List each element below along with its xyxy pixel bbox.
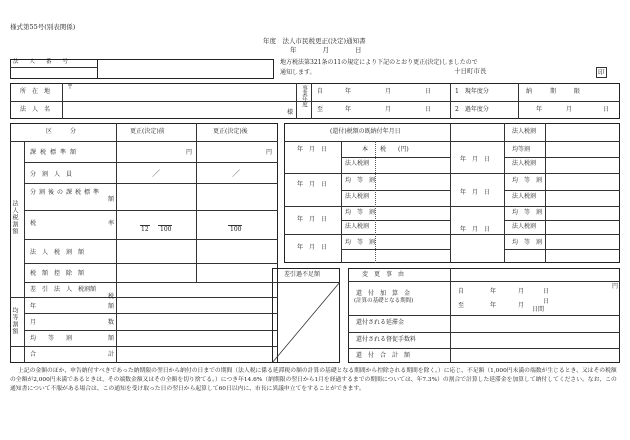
document-title: 年度 法人市民税更正(決定)通知書 bbox=[263, 37, 366, 45]
row-net-corp-tax-suffix: 税 bbox=[108, 293, 115, 300]
corp-name-label: 法 人 名 bbox=[20, 106, 51, 113]
row-annual-suffix: 額 bbox=[108, 303, 115, 310]
refund-to-d: 日 bbox=[543, 298, 550, 305]
refund-corp-2: 法人税割 bbox=[345, 193, 370, 200]
postal-mark: 〒 bbox=[67, 84, 74, 91]
form-number: 様式第55号(別表関係) bbox=[10, 23, 76, 31]
refund-to: 至 bbox=[458, 302, 465, 309]
refund-header-corp: 法人税割 bbox=[512, 128, 537, 135]
yen-after: 円 bbox=[266, 149, 273, 156]
row-total: 合 bbox=[30, 351, 37, 358]
deadline-year: 年 bbox=[536, 106, 543, 113]
row-corp-tax: 法 人 税 割 額 bbox=[30, 249, 85, 256]
refund-from-y: 年 bbox=[490, 288, 497, 295]
mayor-name: 十日町市長 bbox=[454, 67, 487, 75]
slash-before: ／ bbox=[152, 169, 160, 178]
fy-to-month: 月 bbox=[385, 106, 392, 113]
refund-from-m: 月 bbox=[518, 288, 525, 295]
col-before: 更正(決定)前 bbox=[130, 128, 165, 135]
refund-date-2: 年 月 日 bbox=[297, 181, 328, 188]
notice-text-1: 地方税法第321条の11の規定により下記のとおり更正(決定)しましたので bbox=[280, 59, 478, 66]
row-tax-credit: 税 額 控 除 額 bbox=[30, 270, 85, 277]
col-kubun: 区 分 bbox=[46, 128, 77, 135]
rate-after-den: 100 bbox=[230, 226, 242, 233]
row-tax-rate: 税 bbox=[30, 220, 37, 227]
assessment-table bbox=[10, 123, 278, 363]
row-equal-tax-suffix: 額 bbox=[108, 335, 115, 342]
corp-number-label: 法 人 番 号 bbox=[13, 59, 69, 65]
row-total-suffix: 計 bbox=[108, 351, 115, 358]
row-split-base: 分割後の課税標準 bbox=[30, 189, 103, 196]
refund-date-7: 年 月 日 bbox=[460, 226, 491, 233]
group-corp-tax: 法人税割額 bbox=[11, 200, 18, 235]
reminder-fee-label: 還付される督促手数料 bbox=[356, 336, 417, 343]
fy-from-year: 年 bbox=[345, 88, 352, 95]
yen-before: 円 bbox=[186, 149, 193, 156]
refund-from: 自 bbox=[458, 288, 465, 295]
refund-add-label: 還 付 加 算 金 bbox=[356, 290, 411, 297]
refund-equal-6: 均 等 割 bbox=[512, 239, 543, 246]
fy-to: 至 bbox=[317, 106, 324, 113]
sama-label: 様 bbox=[287, 109, 294, 116]
refund-equal-5: 均 等 割 bbox=[512, 209, 543, 216]
fiscal-year-label: 事業年度 bbox=[301, 85, 308, 107]
late-fee-label: 還付される延滞金 bbox=[356, 319, 405, 326]
refund-corp-6: 法人税割 bbox=[512, 223, 537, 230]
refund-date-1: 年 月 日 bbox=[297, 146, 328, 153]
fy-from-day: 日 bbox=[425, 88, 432, 95]
row-equal-tax: 均 等 割 bbox=[30, 335, 73, 342]
row-net-corp-tax: 差 引 法 人 税割額 bbox=[30, 286, 97, 293]
refund-table bbox=[284, 123, 620, 263]
refund-date-6: 年 月 日 bbox=[460, 189, 491, 196]
deduct-slash bbox=[272, 282, 340, 363]
slash-after: ／ bbox=[232, 169, 240, 178]
row-tax-base: 課税標準額 bbox=[30, 149, 81, 156]
rate-before-num: 12 bbox=[141, 226, 149, 233]
refund-equal-2: 均 等 割 bbox=[345, 209, 376, 216]
corp-number-field[interactable] bbox=[98, 59, 274, 79]
fy-to-year: 年 bbox=[345, 106, 352, 113]
seal-mark: 印 bbox=[598, 68, 605, 76]
notice-text-2: 通知します。 bbox=[280, 69, 316, 76]
row-months-suffix: 数 bbox=[108, 319, 115, 326]
row-split-base-suffix: 額 bbox=[108, 196, 115, 203]
refund-add-yen: 円 bbox=[612, 283, 619, 290]
fy-from-month: 月 bbox=[385, 88, 392, 95]
row-tax-rate-suffix: 率 bbox=[108, 220, 115, 227]
refund-corp-3: 法人税割 bbox=[345, 223, 370, 230]
refund-date-5: 年 月 日 bbox=[460, 156, 491, 163]
current-year-option: 1 現年度分 bbox=[455, 88, 489, 95]
group-equal-tax: 均等割額 bbox=[11, 307, 18, 335]
title-date: 年 月 日 bbox=[290, 46, 362, 54]
deadline-day: 日 bbox=[603, 106, 610, 113]
deadline-month: 月 bbox=[566, 106, 573, 113]
fy-to-day: 日 bbox=[425, 106, 432, 113]
refund-header-equal: 均等割 bbox=[512, 146, 531, 153]
deduct-label: 差引過不足額 bbox=[284, 271, 321, 278]
refund-corp-5: 法人税割 bbox=[512, 193, 537, 200]
footer-note: 上記の金額のほか、申告納付すべきであった納期限の翌日から納付の日までの期間（法人税に係る延滞税の額の計算の基礎となる期間から控除される期間を除く。）に応じ、不足額（1,000円未満の端数が生じるとき、又はその税額の全額が2,000円未満であるときは、その端数金額又はその全額を切り捨てる。）につき年14.6%（納期限の翌日から1月を経過するまでの期間については、年7.3%）の割合で計算した延滞金を加算して納付してください。なお、この通知書について不服がある場合は、この通知を受け取った日の翌日から起算して60日以内に、市長に異議申立てをすることができます。 bbox=[10, 368, 617, 392]
refund-to-y: 年 bbox=[490, 302, 497, 309]
refund-equal-3: 均 等 割 bbox=[345, 239, 376, 246]
refund-add-sub: (計算の基礎となる期間) bbox=[354, 298, 414, 304]
fy-from: 自 bbox=[317, 88, 324, 95]
refund-corp-1: 法人税割 bbox=[345, 160, 370, 167]
refund-to-m: 月 bbox=[518, 302, 525, 309]
refund-total-label: 還 付 合 計 額 bbox=[356, 352, 411, 359]
col-after: 更正(決定)後 bbox=[213, 128, 248, 135]
row-annual: 年 bbox=[30, 303, 37, 310]
address-label: 所 在 地 bbox=[20, 88, 51, 95]
change-reason-label: 変 更 事 由 bbox=[362, 271, 405, 278]
refund-equal-4: 均 等 割 bbox=[512, 177, 543, 184]
refund-header: (還付)税額の既納付年月日 bbox=[330, 128, 401, 135]
row-months: 月 bbox=[30, 319, 37, 326]
refund-date-3: 年 月 日 bbox=[297, 216, 328, 223]
refund-days: 日間 bbox=[532, 306, 545, 313]
refund-date-4: 年 月 日 bbox=[297, 244, 328, 251]
refund-equal-1: 均 等 割 bbox=[345, 177, 376, 184]
row-split-count: 分 割 人 員 bbox=[30, 171, 73, 178]
rate-before-den: 100 bbox=[160, 226, 172, 233]
refund-corp-4: 法人税割 bbox=[512, 160, 537, 167]
past-year-option: 2 過年度分 bbox=[455, 106, 489, 113]
refund-header-tax: 本 税 (円) bbox=[362, 146, 409, 153]
refund-from-d: 日 bbox=[543, 288, 550, 295]
deadline-label: 納 期 限 bbox=[526, 88, 581, 95]
